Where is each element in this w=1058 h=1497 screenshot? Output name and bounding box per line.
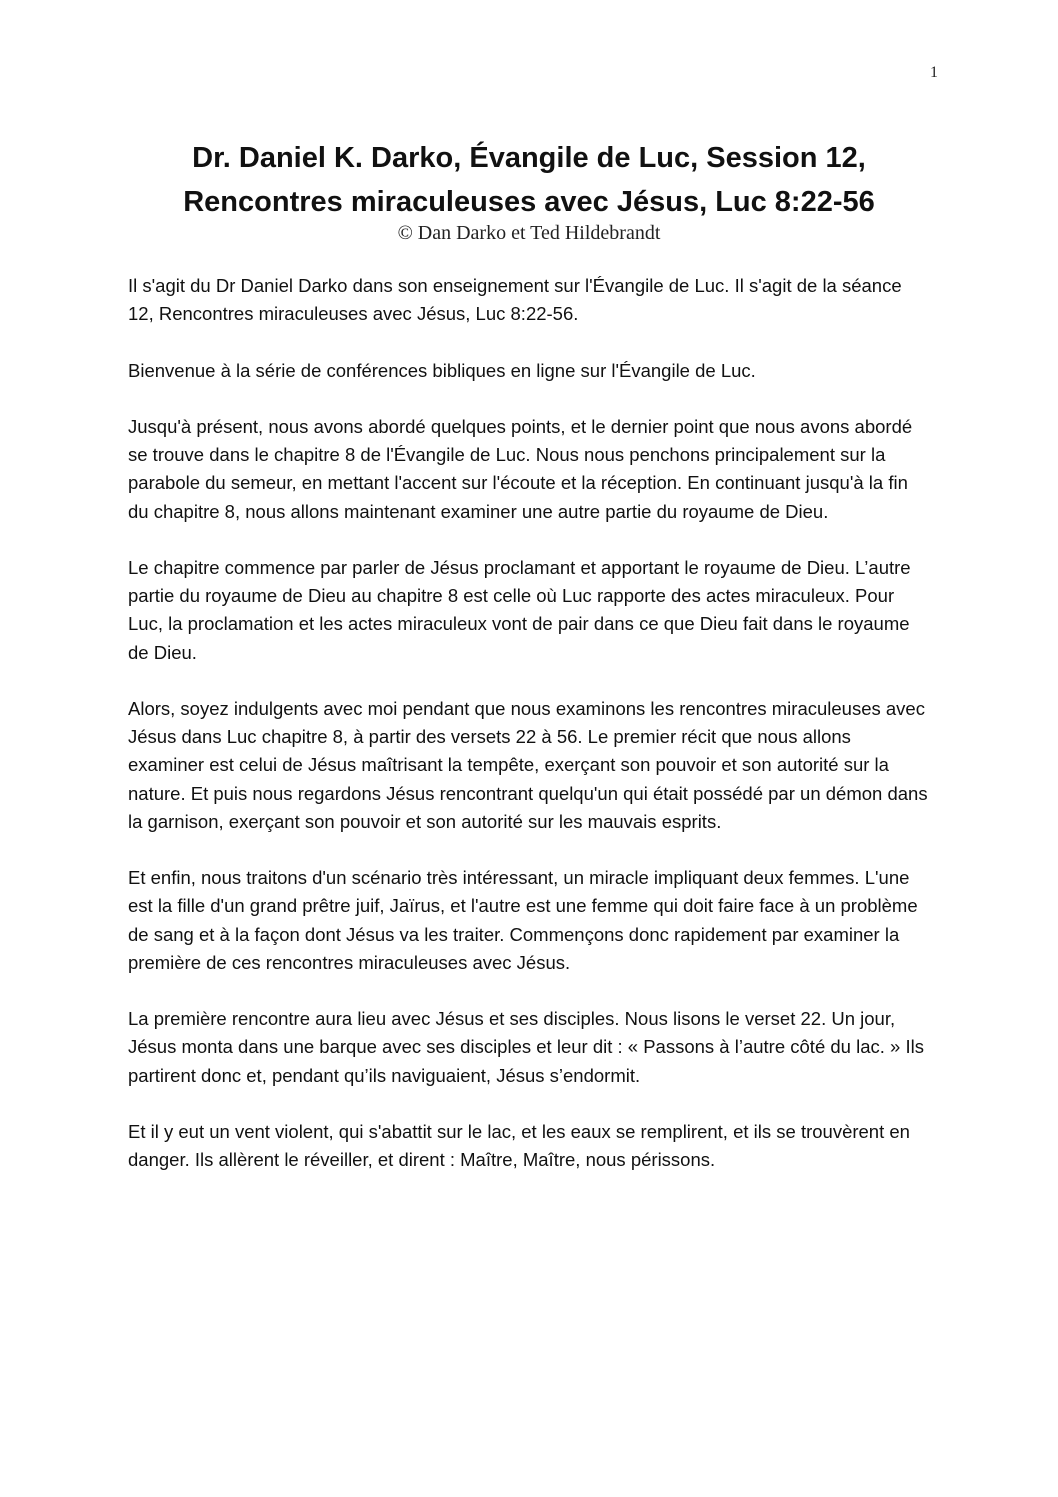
document-title [100,136,958,224]
title-line-1: Dr. Daniel K. Darko, Évangile de Luc, Session 12, [192,142,866,174]
paragraph: Le chapitre commence par parler de Jésus proclamant et apportant le royaume de Dieu. L’autre partie du royaume de Dieu au chapitre 8 est celle où Luc rapporte des actes miraculeux. Pour Luc, la proclamation et les actes miraculeux vont de pair dans ce que Dieu fait dans le royaume de Dieu. [128,556,911,663]
paragraph: La première rencontre aura lieu avec Jésus et ses disciples. Nous lisons le verset 22. Un jour, Jésus monta dans une barque avec ses disciples et leur dit : « Passons à l’autre côté du lac. » Ils partirent donc et, pendant qu’ils naviguaient, Jésus s’endormit. [128,1008,924,1086]
paragraph: Et enfin, nous traitons d'un scénario très intéressant, un miracle impliquant deux femmes. L'une est la fille d'un grand prêtre juif, Jaïrus, et l'autre est une femme qui doit faire face à un problème de sang et à la façon dont Jésus va les traiter. Commençons donc rapidement par examiner la première de ces rencontres miraculeuses avec Jésus. [128,867,918,973]
body-text [128,272,928,1203]
paragraph: Bienvenue à la série de conférences bibliques en ligne sur l'Évangile de Luc. [128,359,756,381]
paragraph: Et il y eut un vent violent, qui s'abattit sur le lac, et les eaux se remplirent, et ils se trouvèrent en danger. Ils allèrent le réveiller, et dirent : Maître, Maître, nous périssons. [128,1120,910,1171]
page-number: 1 [930,64,938,81]
paragraph: Jusqu'à présent, nous avons abordé quelques points, et le dernier point que nous avons abordé se trouve dans le chapitre 8 de l'Évangile de Luc. Nous nous penchons principalement sur la parabole du semeur, en mettant l'accent sur l'écoute et la réception. En continuant jusqu'à la fin du chapitre 8, nous allons maintenant examiner une autre partie du royaume de Dieu. [128,415,913,522]
title-line-2: Rencontres miraculeuses avec Jésus, Luc 8:22-56 [183,186,875,218]
paragraph: Alors, soyez indulgents avec moi pendant que nous examinons les rencontres miraculeuses avec Jésus dans Luc chapitre 8, à partir des versets 22 à 56. Le premier récit que nous allons examiner est celui de Jésus maîtrisant la tempête, exerçant son pouvoir et son autorité sur la nature. Et puis nous regardons Jésus rencontrant quelqu'un qui était possédé par un démon dans la garnison, exerçant son pouvoir et son autorité sur les mauvais esprits. [128,697,928,832]
copyright-line: © Dan Darko et Ted Hildebrandt [397,222,661,244]
paragraph: Il s'agit du Dr Daniel Darko dans son enseignement sur l'Évangile de Luc. Il s'agit de la séance 12, Rencontres miraculeuses avec Jésus, Luc 8:22-56. [128,275,902,325]
